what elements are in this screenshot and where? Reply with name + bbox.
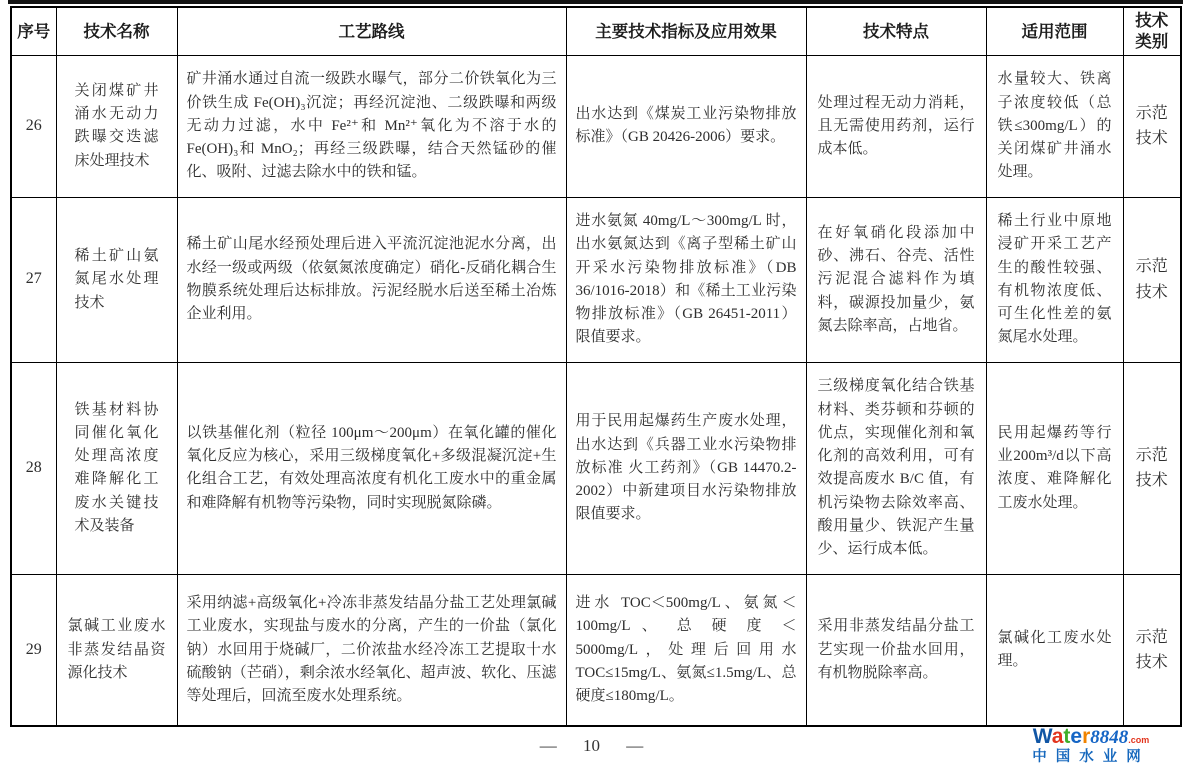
header-indicators: 主要技术指标及应用效果 — [566, 7, 806, 55]
page-number: — 10 — — [539, 736, 644, 755]
header-features: 技术特点 — [806, 7, 986, 55]
row-29-category: 示范技术 — [1123, 574, 1181, 726]
row-26-number: 26 — [11, 55, 56, 197]
row-27-indicators: 进水氨氮 40mg/L～300mg/L 时，出水氨氮达到《离子型稀土矿山开采水污染物排放标准》（DB 36/1016-2018）和《稀土工业污染物排放标准》（GB 26451-2011）限值要求。 — [566, 197, 806, 362]
header-process-route: 工艺路线 — [177, 7, 566, 55]
row-27-process: 稀土矿山尾水经预处理后进入平流沉淀池泥水分离，出水经一级或两级（依氨氮浓度确定）硝化-反硝化耦合生物膜系统处理后达标排放。污泥经脱水后送至稀土冶炼企业利用。 — [177, 197, 566, 362]
header-scope: 适用范围 — [986, 7, 1123, 55]
row-28-category: 示范技术 — [1123, 362, 1181, 574]
logo-suffix: 8848 — [1090, 727, 1129, 748]
row-28-indicators: 用于民用起爆药生产废水处理，出水达到《兵器工业水污染物排放标准 火工药剂》（GB 14470.2-2002）中新建项目水污染物排放限值要求。 — [566, 362, 806, 574]
page-top-edge — [8, 0, 1183, 4]
row-28-process: 以铁基催化剂（粒径 100μm～200μm）在氧化罐的催化氧化反应为核心，采用三级梯度氧化+多级混凝沉淀+生化组合工艺，有效处理高浓度有机化工废水中的重金属和难降解有机物等污染物，同时实现脱氮除磷。 — [177, 362, 566, 574]
table-row — [11, 55, 1181, 197]
row-26-name: 关闭煤矿井涌水无动力跌曝交迭滤床处理技术 — [56, 55, 177, 197]
row-29-indicators: 进水 TOC＜500mg/L、氨氮＜100mg/L 、 总 硬 度 ＜5000mg/L，处理后回用水 TOC≤15mg/L、氨氮≤1.5mg/L、总硬度≤180mg/L。 — [566, 574, 806, 726]
header-serial-number: 序号 — [11, 7, 56, 55]
row-27-scope: 稀土行业中原地浸矿开采工艺产生的酸性较强、有机物浓度低、可生化性差的氨氮尾水处理。 — [986, 197, 1123, 362]
row-28-scope: 民用起爆药等行业200m³/d以下高浓度、难降解化工废水处理。 — [986, 362, 1123, 574]
row-26-scope: 水量较大、铁离子浓度较低（总铁≤300mg/L）的关闭煤矿井涌水处理。 — [986, 55, 1123, 197]
row-29-number: 29 — [11, 574, 56, 726]
technology-catalog-table — [10, 6, 1182, 727]
row-28-features: 三级梯度氧化结合铁基材料、类芬顿和芬顿的优点，实现催化剂和氧化剂的高效利用，可有效提高废水 B/C 值，有机污染物去除效率高、酸用量少、铁泥产生量少、运行成本低。 — [806, 362, 986, 574]
row-27-category: 示范技术 — [1123, 197, 1181, 362]
header-category: 技术类别 — [1123, 7, 1181, 55]
row-29-process: 采用纳滤+高级氧化+冷冻非蒸发结晶分盐工艺处理氯碱工业废水，实现盐与废水的分离，产生的一价盐（氯化钠）水回用于烧碱厂，二价浓盐水经冷冻工艺提取十水硫酸钠（芒硝），剩余浓水经氧化、超声波、软化、压滤等处理后，回流至废水处理系统。 — [177, 574, 566, 726]
logo-word: Water — [1032, 725, 1091, 748]
row-26-indicators: 出水达到《煤炭工业污染物排放标准》（GB 20426-2006）要求。 — [566, 55, 806, 197]
row-28-number: 28 — [11, 362, 56, 574]
row-27-name: 稀土矿山氨氮尾水处理技术 — [56, 197, 177, 362]
row-27-features: 在好氧硝化段添加中砂、沸石、谷壳、活性污泥混合滤料作为填料，碳源投加量少，氨氮去除率高，占地省。 — [806, 197, 986, 362]
table-header-row — [11, 7, 1181, 55]
row-29-name: 氯碱工业废水非蒸发结晶资源化技术 — [56, 574, 177, 726]
table-row — [11, 362, 1181, 574]
row-29-features: 采用非蒸发结晶分盐工艺实现一价盐水回用，有机物脱除率高。 — [806, 574, 986, 726]
row-27-number: 27 — [11, 197, 56, 362]
row-26-process: 矿井涌水通过自流一级跌水曝气，部分二价铁氧化为三价铁生成 Fe(OH)₃沉淀；再经沉淀池、二级跌曝和两级无动力过滤，水中 Fe²⁺和 Mn²⁺氧化为不溶于水的 Fe(OH)₃和 MnO₂；再经三级跌曝，结合天然锰砂的催化、吸附、过滤去除水中的铁和锰。 — [177, 55, 566, 197]
logo-tagline: 中国水业网 — [1032, 749, 1150, 766]
table-row — [11, 197, 1181, 362]
row-29-scope: 氯碱化工废水处理。 — [986, 574, 1123, 726]
header-technology-name: 技术名称 — [56, 7, 177, 55]
table-row — [11, 574, 1181, 726]
row-26-features: 处理过程无动力消耗，且无需使用药剂，运行成本低。 — [806, 55, 986, 197]
row-28-name: 铁基材料协同催化氧化处理高浓度难降解化工废水关键技术及装备 — [56, 362, 177, 574]
logo-tld: .com — [1128, 735, 1150, 745]
water8848-logo — [1011, 726, 1171, 765]
row-26-category: 示范技术 — [1123, 55, 1181, 197]
